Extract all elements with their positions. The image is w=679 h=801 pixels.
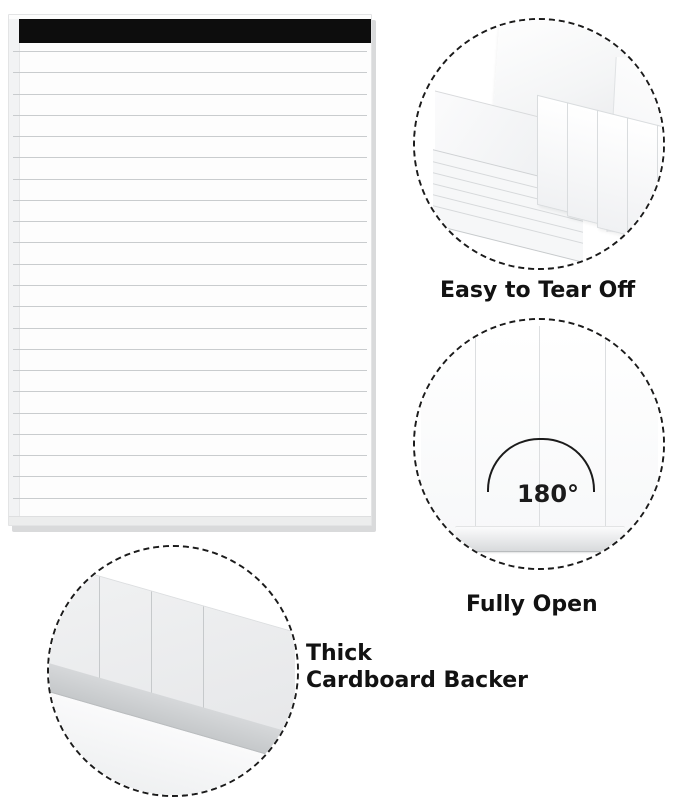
backer-segment-3 [203,606,204,716]
notepad-sheet-stack [9,516,371,525]
detail-circle-cardboard-backer [47,545,299,797]
tear-off-sheet [567,102,599,224]
tear-off-sheet [657,125,663,259]
notepad-rule-line [13,476,367,477]
tear-off-sheet [597,110,629,236]
caption-tear-off: Easy to Tear Off [440,278,636,303]
caption-backer-line-2: Cardboard Backer [306,667,529,693]
notepad-rule-line [13,434,367,435]
notepad-rule-line [13,349,367,350]
notepad-black-binding [19,19,371,43]
detail-circle-fully-open [413,318,665,570]
page-crease-left [475,326,476,541]
fully-open-left-page [421,328,540,540]
fully-open-right-page [539,328,658,540]
fully-open-spine [455,526,625,552]
caption-cardboard-backer [306,641,606,695]
notepad-rule-line [13,285,367,286]
fully-open-illustration [415,320,663,568]
notepad-body [8,14,372,526]
notepad-rule-line [13,115,367,116]
notepad-rule-line [13,498,367,499]
notepad-rule-line [13,413,367,414]
tear-off-sheet-group [537,95,663,268]
notepad-rule-line [13,179,367,180]
cardboard-backer-illustration [49,547,297,795]
notepad-rule-line [13,72,367,73]
tear-off-sheet [627,117,659,247]
notepad-rule-line [13,306,367,307]
tear-off-sheet [537,95,569,213]
tear-off-illustration [415,20,663,268]
notepad-rule-line [13,264,367,265]
notepad-photo [8,14,378,532]
page-crease-center [539,326,540,541]
notepad-rule-line [13,370,367,371]
notepad-rule-line [13,200,367,201]
notepad-ruled-lines [9,51,371,519]
backer-segment-2 [151,591,152,701]
notepad-rule-line [13,157,367,158]
page-crease-right [605,326,606,541]
caption-fully-open: Fully Open [466,592,598,617]
notepad-rule-line [13,136,367,137]
notepad-rule-line [13,242,367,243]
caption-backer-line-1: Thick [306,641,372,666]
backer-segment-1 [99,577,100,687]
detail-circle-tear-off [413,18,665,270]
notepad-rule-line [13,391,367,392]
notepad-rule-line [13,94,367,95]
notepad-rule-line [13,455,367,456]
notepad-rule-line [13,221,367,222]
notepad-rule-line [13,51,367,52]
angle-label: 180° [516,480,580,508]
notepad-rule-line [13,328,367,329]
